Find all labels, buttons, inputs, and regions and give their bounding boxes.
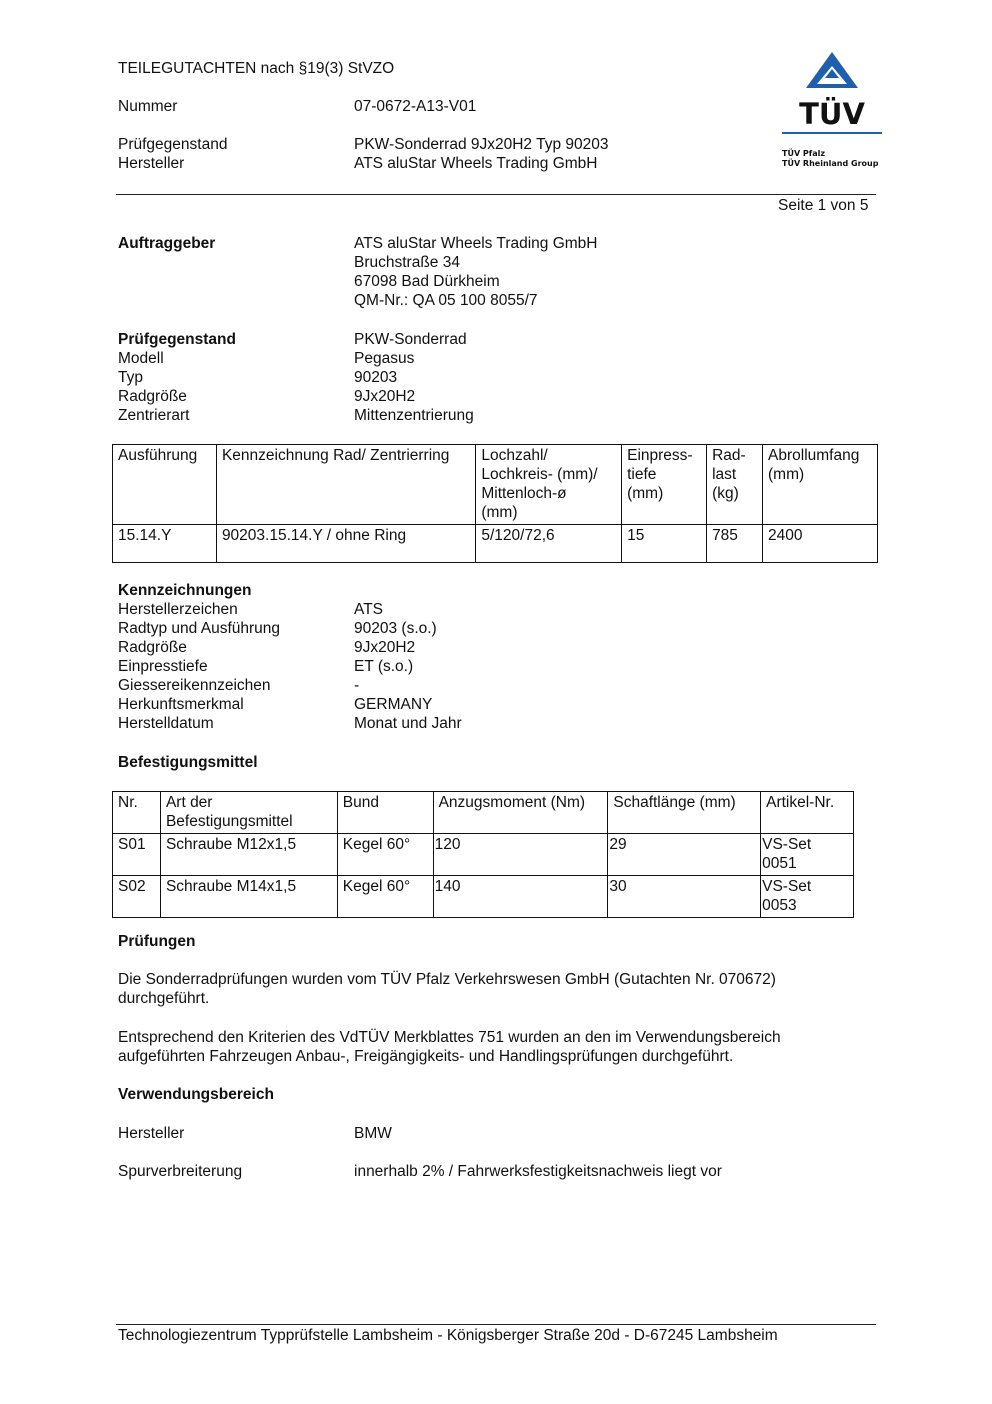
fastener-table-cell: Kegel 60°: [337, 834, 433, 876]
nummer-label: Nummer: [118, 98, 178, 115]
pruefungen-para1-line1: Die Sonderradprüfungen wurden vom TÜV Pfalz Verkehrswesen GmbH (Gutachten Nr. 070672): [118, 971, 776, 988]
fastener-table-cell: 140: [433, 876, 608, 918]
wheel-table-header: Kennzeichnung Rad/ Zentrierring: [216, 445, 475, 525]
auftraggeber-address: [354, 234, 598, 310]
auftraggeber-heading: Auftraggeber: [118, 235, 216, 252]
kennzeichnung-label: Herstelldatum: [118, 715, 214, 732]
kennzeichnungen-heading: Kennzeichnungen: [118, 582, 252, 599]
pruefgegenstand-row-value: Pegasus: [354, 350, 415, 367]
wheel-table-header: Einpress- tiefe (mm): [622, 445, 707, 525]
table-row: [113, 876, 854, 918]
kennzeichnung-label: Radgröße: [118, 639, 187, 656]
wheel-table-header: Rad- last (kg): [707, 445, 763, 525]
fastener-table-cell: S02: [113, 876, 161, 918]
befestigung-heading: Befestigungsmittel: [118, 754, 258, 771]
pruefungen-para2-line1: Entsprechend den Kriterien des VdTÜV Merkblattes 751 wurden an den im Verwendungsbereich: [118, 1029, 781, 1046]
spurverbreiterung-value: innerhalb 2% / Fahrwerksfestigkeitsnachweis liegt vor: [354, 1163, 722, 1180]
kennzeichnung-value: -: [354, 677, 360, 694]
kennzeichnung-label: Herstellerzeichen: [118, 601, 238, 618]
fastener-table-header: Art der Befestigungsmittel: [160, 792, 337, 834]
wheel-table-cell: 5/120/72,6: [476, 525, 622, 563]
header-hersteller-label: Hersteller: [118, 155, 185, 172]
fastener-table-header: Nr.: [113, 792, 161, 834]
fastener-table-cell: Schraube M12x1,5: [160, 834, 337, 876]
fastener-table-cell: 120: [433, 834, 608, 876]
kennzeichnung-value: GERMANY: [354, 696, 433, 713]
kennzeichnung-value: 90203 (s.o.): [354, 620, 437, 637]
wheel-table-cell: 90203.15.14.Y / ohne Ring: [216, 525, 475, 563]
tuev-triangle-icon: [780, 50, 884, 172]
footer-text: Technologiezentrum Typprüfstelle Lambsheim - Königsberger Straße 20d - D-67245 Lambsheim: [118, 1327, 778, 1344]
auftraggeber-line: Bruchstraße 34: [354, 254, 460, 271]
table-row: [113, 834, 854, 876]
pruefgegenstand-heading: Prüfgegenstand: [118, 331, 236, 348]
kennzeichnung-value: Monat und Jahr: [354, 715, 462, 732]
verwendungsbereich-heading: Verwendungsbereich: [118, 1086, 274, 1103]
pruefgegenstand-row-label: Radgröße: [118, 388, 187, 405]
table-header-row: [113, 792, 854, 834]
kennzeichnung-label: Einpresstiefe: [118, 658, 208, 675]
wheel-table-cell: 15.14.Y: [113, 525, 217, 563]
auftraggeber-line: 67098 Bad Dürkheim: [354, 273, 500, 290]
kennzeichnung-value: ATS: [354, 601, 383, 618]
fastener-table-cell: S01: [113, 834, 161, 876]
wheel-table-cell: 2400: [763, 525, 878, 563]
pruefungen-para2-line2: aufgeführten Fahrzeugen Anbau-, Freigängigkeits- und Handlingsprüfungen durchgeführt.: [118, 1048, 734, 1065]
pruefgegenstand-row-label: Zentrierart: [118, 407, 190, 424]
footer-divider: [116, 1324, 876, 1325]
spurverbreiterung-label: Spurverbreiterung: [118, 1163, 243, 1180]
fastener-table-cell: 29: [608, 834, 761, 876]
kennzeichnung-label: Herkunftsmerkmal: [118, 696, 244, 713]
wheel-table-header: Abrollumfang (mm): [763, 445, 878, 525]
fastener-table-header: Anzugsmoment (Nm): [433, 792, 608, 834]
header-divider: [116, 194, 876, 195]
wheel-table-header: Ausführung: [113, 445, 217, 525]
document-title: TEILEGUTACHTEN nach §19(3) StVZO: [118, 60, 395, 77]
kennzeichnung-value: ET (s.o.): [354, 658, 414, 675]
pruefgegenstand-row-label: Modell: [118, 350, 164, 367]
table-row: [113, 525, 878, 563]
pruefgegenstand-values: [354, 349, 474, 425]
header-pruefgegenstand-value: PKW-Sonderrad 9Jx20H2 Typ 90203: [354, 136, 609, 153]
fastener-table: [112, 791, 854, 918]
wheel-table-cell: 785: [707, 525, 763, 563]
fastener-table-cell: Schraube M14x1,5: [160, 876, 337, 918]
header-hersteller-value: ATS aluStar Wheels Trading GmbH: [354, 155, 598, 172]
kennzeichnungen-labels: [118, 600, 280, 733]
pruefgegenstand-row-value: Mittenzentrierung: [354, 407, 474, 424]
fastener-table-header: Artikel-Nr.: [761, 792, 854, 834]
table-header-row: [113, 445, 878, 525]
auftraggeber-line: QM-Nr.: QA 05 100 8055/7: [354, 292, 538, 309]
fastener-table-cell: 30: [608, 876, 761, 918]
header-pruefgegenstand-label: Prüfgegenstand: [118, 136, 228, 153]
logo-line1: TÜV Pfalz: [782, 149, 826, 158]
pruefgegenstand-heading-value: PKW-Sonderrad: [354, 331, 467, 348]
kennzeichnung-label: Radtyp und Ausführung: [118, 620, 281, 637]
logo-line2: TÜV Rheinland Group: [782, 159, 879, 168]
wheel-table-cell: 15: [622, 525, 707, 563]
page-info: Seite 1 von 5: [778, 197, 869, 214]
kennzeichnungen-values: [354, 600, 462, 733]
pruefungen-para1-line2: durchgeführt.: [118, 990, 210, 1007]
pruefgegenstand-row-value: 9Jx20H2: [354, 388, 416, 405]
fastener-table-header: Schaftlänge (mm): [608, 792, 761, 834]
pruefungen-heading: Prüfungen: [118, 933, 196, 950]
fastener-table-header: Bund: [337, 792, 433, 834]
wheel-spec-table: [112, 444, 878, 563]
kennzeichnung-value: 9Jx20H2: [354, 639, 416, 656]
pruefgegenstand-labels: [118, 349, 190, 425]
fastener-table-cell: VS-Set 0051: [761, 834, 854, 876]
nummer-value: 07-0672-A13-V01: [354, 98, 477, 115]
fastener-table-cell: Kegel 60°: [337, 876, 433, 918]
auftraggeber-line: ATS aluStar Wheels Trading GmbH: [354, 235, 598, 252]
logo-mark-text: TÜV: [799, 97, 865, 131]
pruefgegenstand-row-value: 90203: [354, 369, 398, 386]
wheel-table-header: Lochzahl/ Lochkreis- (mm)/ Mittenloch-ø (mm): [476, 445, 622, 525]
verwendung-hersteller-label: Hersteller: [118, 1125, 185, 1142]
fastener-table-cell: VS-Set 0053: [761, 876, 854, 918]
tuev-logo: [780, 50, 884, 172]
pruefgegenstand-row-label: Typ: [118, 369, 143, 386]
verwendung-hersteller-value: BMW: [354, 1125, 392, 1142]
kennzeichnung-label: Giessereikennzeichen: [118, 677, 271, 694]
